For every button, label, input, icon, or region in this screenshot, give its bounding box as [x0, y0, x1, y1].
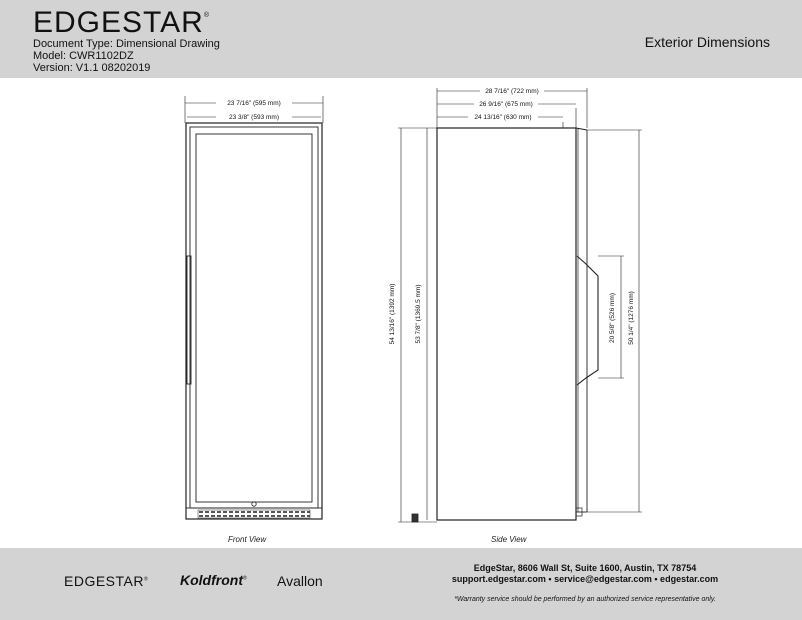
avallon-logo: Avallon: [277, 573, 323, 589]
section-title: Exterior Dimensions: [644, 34, 770, 50]
model-number: Model: CWR1102DZ: [33, 50, 134, 62]
front-view-caption: Front View: [228, 535, 267, 544]
side-total-height-label: 54 13/16" (1392 mm): [389, 283, 396, 345]
edgestar-footer-logo-text: EDGESTAR: [64, 573, 144, 589]
front-view-drawing: [185, 96, 323, 519]
front-outer-width-label: 23 7/16" (595 mm): [227, 100, 281, 107]
warranty-note: *Warranty service should be performed by an authorized service representative only.: [454, 596, 716, 603]
edgestar-footer-logo-mark: ®: [143, 576, 149, 583]
side-cabinet-height-label: 53 7/8" (1369.5 mm): [415, 284, 422, 344]
side-handle-depth-label: 26 9/16" (675 mm): [479, 101, 533, 108]
footer-bar: [0, 548, 802, 620]
koldfront-logo-mark: ®: [242, 575, 247, 582]
brand-registered-mark: ®: [203, 12, 210, 19]
company-contacts: support.edgestar.com • service@edgestar.com • edgestar.com: [451, 574, 719, 584]
drawing-canvas: [0, 78, 802, 548]
dimensional-drawing: [0, 78, 802, 548]
side-handle-length-label: 20 5/8" (526 mm): [609, 293, 616, 343]
side-view-drawing: [398, 88, 642, 522]
company-address: EdgeStar, 8606 Wall St, Suite 1600, Austin, TX 78754: [473, 563, 697, 573]
side-view-caption: Side View: [491, 535, 527, 544]
front-inner-width-label: 23 3/8" (593 mm): [229, 114, 279, 121]
brand-logo: [33, 6, 210, 40]
header-bar: [0, 0, 802, 78]
document-version: Version: V1.1 08202019: [33, 62, 151, 74]
side-total-depth-label: 28 7/16" (722 mm): [485, 88, 539, 95]
edgestar-footer-logo: [64, 573, 148, 589]
side-door-height-label: 50 1/4" (1276 mm): [628, 291, 635, 345]
document-type: Document Type: Dimensional Drawing: [33, 38, 220, 50]
brand-name: EDGESTAR: [33, 6, 204, 39]
side-cabinet-depth-label: 24 13/16" (630 mm): [474, 114, 532, 121]
koldfront-logo-text: Koldfront: [180, 572, 243, 588]
front-dimension-labels: [216, 97, 292, 121]
document-meta: [33, 38, 220, 74]
koldfront-logo: [180, 572, 247, 588]
